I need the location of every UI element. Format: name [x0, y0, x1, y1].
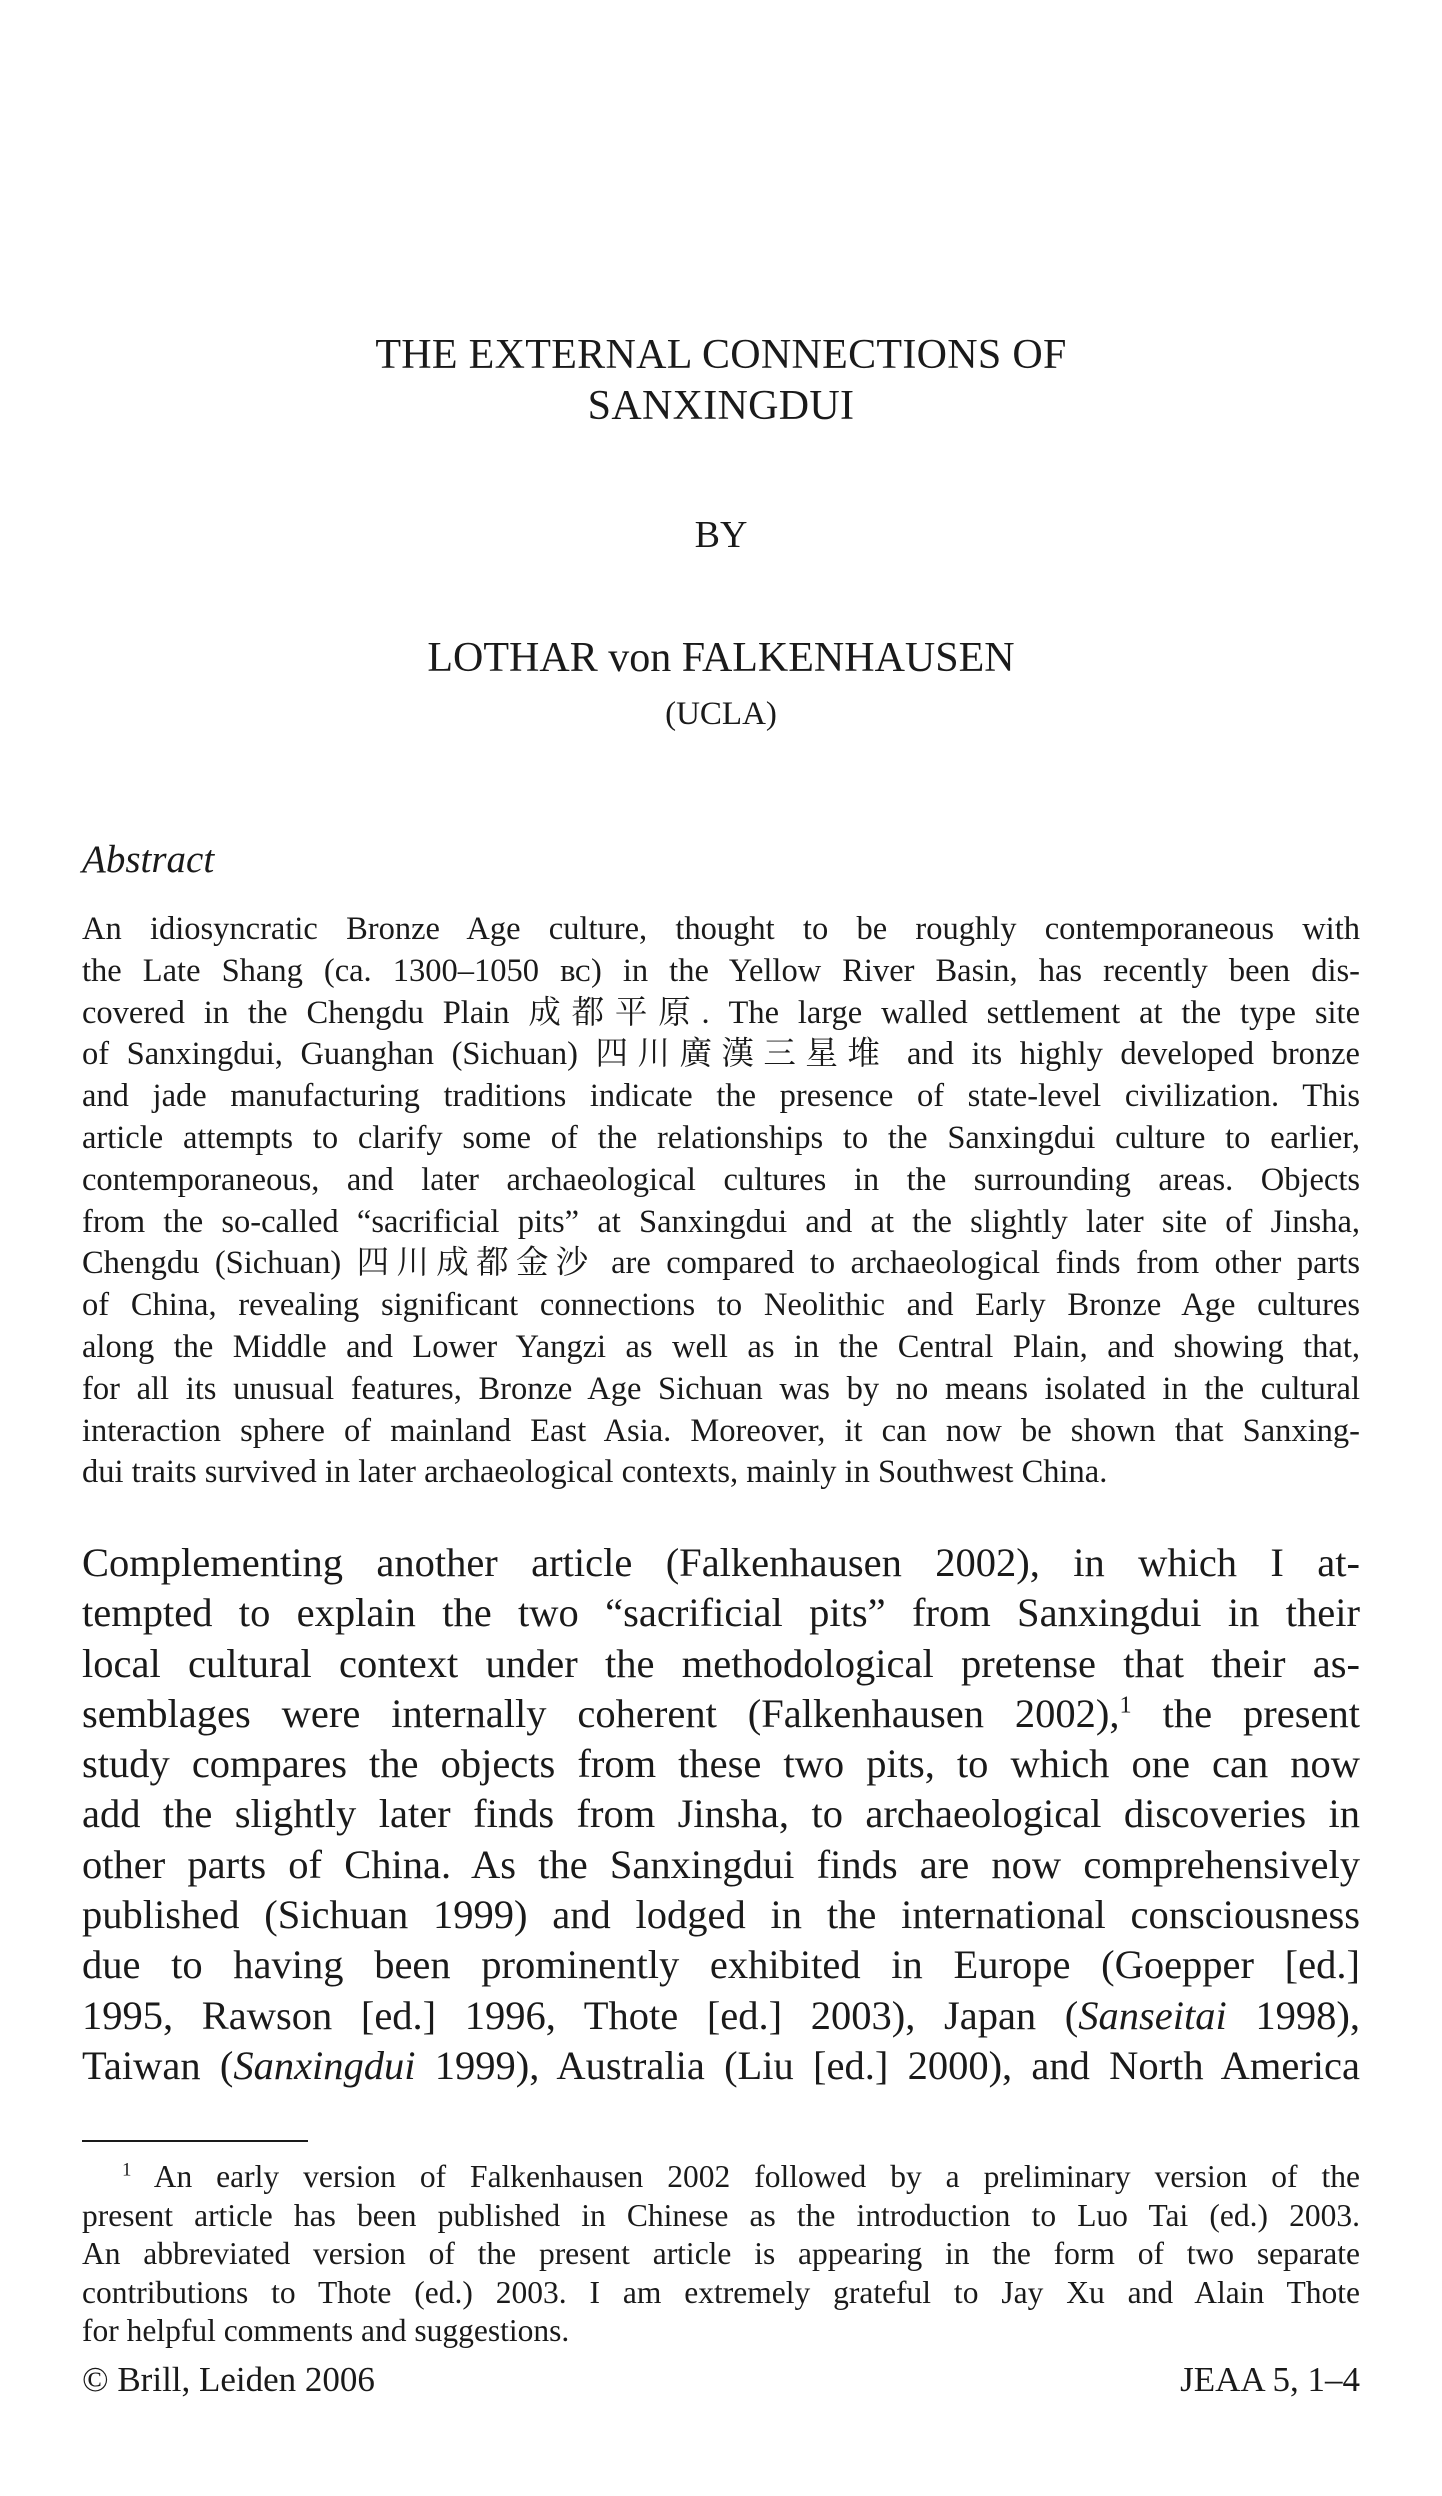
body-line: due to having been prominently exhibited in Europe (Goepper [ed.] — [82, 1942, 1360, 1988]
article-title — [0, 330, 1442, 432]
abstract-line: covered in the Chengdu Plain 成都平原. The large walled settlement at the type site — [82, 994, 1360, 1031]
body-line — [82, 1991, 1360, 2041]
footnote-line: present article has been published in Chinese as the introduction to Luo Tai (ed.) 2003. — [82, 2197, 1360, 2233]
abstract-line: contemporaneous, and later archaeological cultures in the surrounding areas. Objects — [82, 1161, 1360, 1198]
footnote-line-text: An early version of Falkenhausen 2002 followed by a preliminary version of the — [131, 2159, 1360, 2194]
italic-title: Sanseitai — [1078, 1992, 1227, 2038]
body-line-text: Taiwan ( — [82, 2042, 234, 2088]
body-line-text: the present — [1131, 1690, 1360, 1736]
body-line-text: semblages were internally coherent (Falkenhausen 2002), — [82, 1690, 1120, 1736]
author-affiliation: (UCLA) — [665, 696, 777, 732]
byline: BY — [694, 514, 748, 556]
body-line-text: 1999), Australia (Liu [ed.] 2000), and North America — [415, 2042, 1360, 2088]
body-line: tempted to explain the two “sacrificial pits” from Sanxingdui in their — [82, 1590, 1360, 1636]
abstract-line: and jade manufacturing traditions indicate the presence of state-level civilization. This — [82, 1078, 1360, 1115]
footnote-line — [82, 2158, 1360, 2197]
footnote-line: contributions to Thote (ed.) 2003. I am extremely grateful to Jay Xu and Alain Thote — [82, 2274, 1360, 2310]
body-line: study compares the objects from these two pits, to which one can now — [82, 1741, 1360, 1787]
copyright-notice: © Brill, Leiden 2006 — [82, 2360, 375, 2399]
footnote-line: An abbreviated version of the present article is appearing in the form of two separate — [82, 2236, 1360, 2271]
abstract-line: from the so-called “sacrificial pits” at Sanxingdui and at the slightly later site of Jinsha, — [82, 1203, 1360, 1240]
abstract-line: for all its unusual features, Bronze Age Sichuan was by no means isolated in the cultural — [82, 1370, 1360, 1407]
body-text — [82, 1538, 1360, 2091]
abstract-line: article attempts to clarify some of the relationships to the Sanxingdui culture to earlier, — [82, 1119, 1360, 1156]
body-line: other parts of China. As the Sanxingdui finds are now comprehensively — [82, 1841, 1360, 1887]
abstract-line: the Late Shang (ca. 1300–1050 ʙᴄ) in the Yellow River Basin, has recently been dis- — [82, 952, 1360, 989]
footnote-divider — [82, 2140, 308, 2142]
body-line — [82, 1689, 1360, 1739]
abstract-line: of China, revealing significant connections to Neolithic and Early Bronze Age cultures — [82, 1287, 1360, 1324]
body-line: published (Sichuan 1999) and lodged in the international consciousness — [82, 1892, 1360, 1938]
footnote-line: for helpful comments and suggestions. — [82, 2313, 570, 2348]
abstract-line: along the Middle and Lower Yangzi as well as in the Central Plain, and showing that, — [82, 1328, 1360, 1365]
abstract-text — [82, 909, 1360, 1494]
author-name: LOTHAR von FALKENHAUSEN — [427, 635, 1015, 681]
body-line: Complementing another article (Falkenhausen 2002), in which I at- — [82, 1540, 1360, 1585]
abstract-line: dui traits survived in later archaeological contexts, mainly in Southwest China. — [82, 1454, 1108, 1491]
footnote-reference[interactable]: 1 — [1119, 1691, 1132, 1719]
journal-citation: JEAA 5, 1–4 — [1180, 2360, 1360, 2399]
body-line-text: 1995, Rawson [ed.] 1996, Thote [ed.] 2003), Japan ( — [82, 1992, 1079, 2038]
footnote-marker: 1 — [122, 2159, 132, 2181]
italic-title: Sanxingdui — [233, 2042, 416, 2088]
body-line — [82, 2041, 1360, 2091]
body-line: add the slightly later finds from Jinsha, to archaeological discoveries in — [82, 1791, 1360, 1837]
footnote — [82, 2158, 1360, 2351]
abstract-line: of Sanxingdui, Guanghan (Sichuan) 四川廣漢三星堆 and its highly developed bronze — [82, 1036, 1360, 1073]
abstract-heading: Abstract — [82, 838, 215, 881]
abstract-line: An idiosyncratic Bronze Age culture, thought to be roughly contemporaneous with — [82, 911, 1360, 947]
body-line-text: 1998), — [1226, 1992, 1360, 2038]
article-title-line-2: SANXINGDUI — [587, 383, 855, 429]
abstract-line: interaction sphere of mainland East Asia. Moreover, it can now be shown that Sanxing- — [82, 1412, 1360, 1449]
abstract-line: Chengdu (Sichuan) 四川成都金沙 are compared to archaeological finds from other parts — [82, 1245, 1360, 1282]
article-title-line-1: THE EXTERNAL CONNECTIONS OF — [375, 332, 1067, 378]
body-line: local cultural context under the methodological pretense that their as- — [82, 1640, 1360, 1686]
